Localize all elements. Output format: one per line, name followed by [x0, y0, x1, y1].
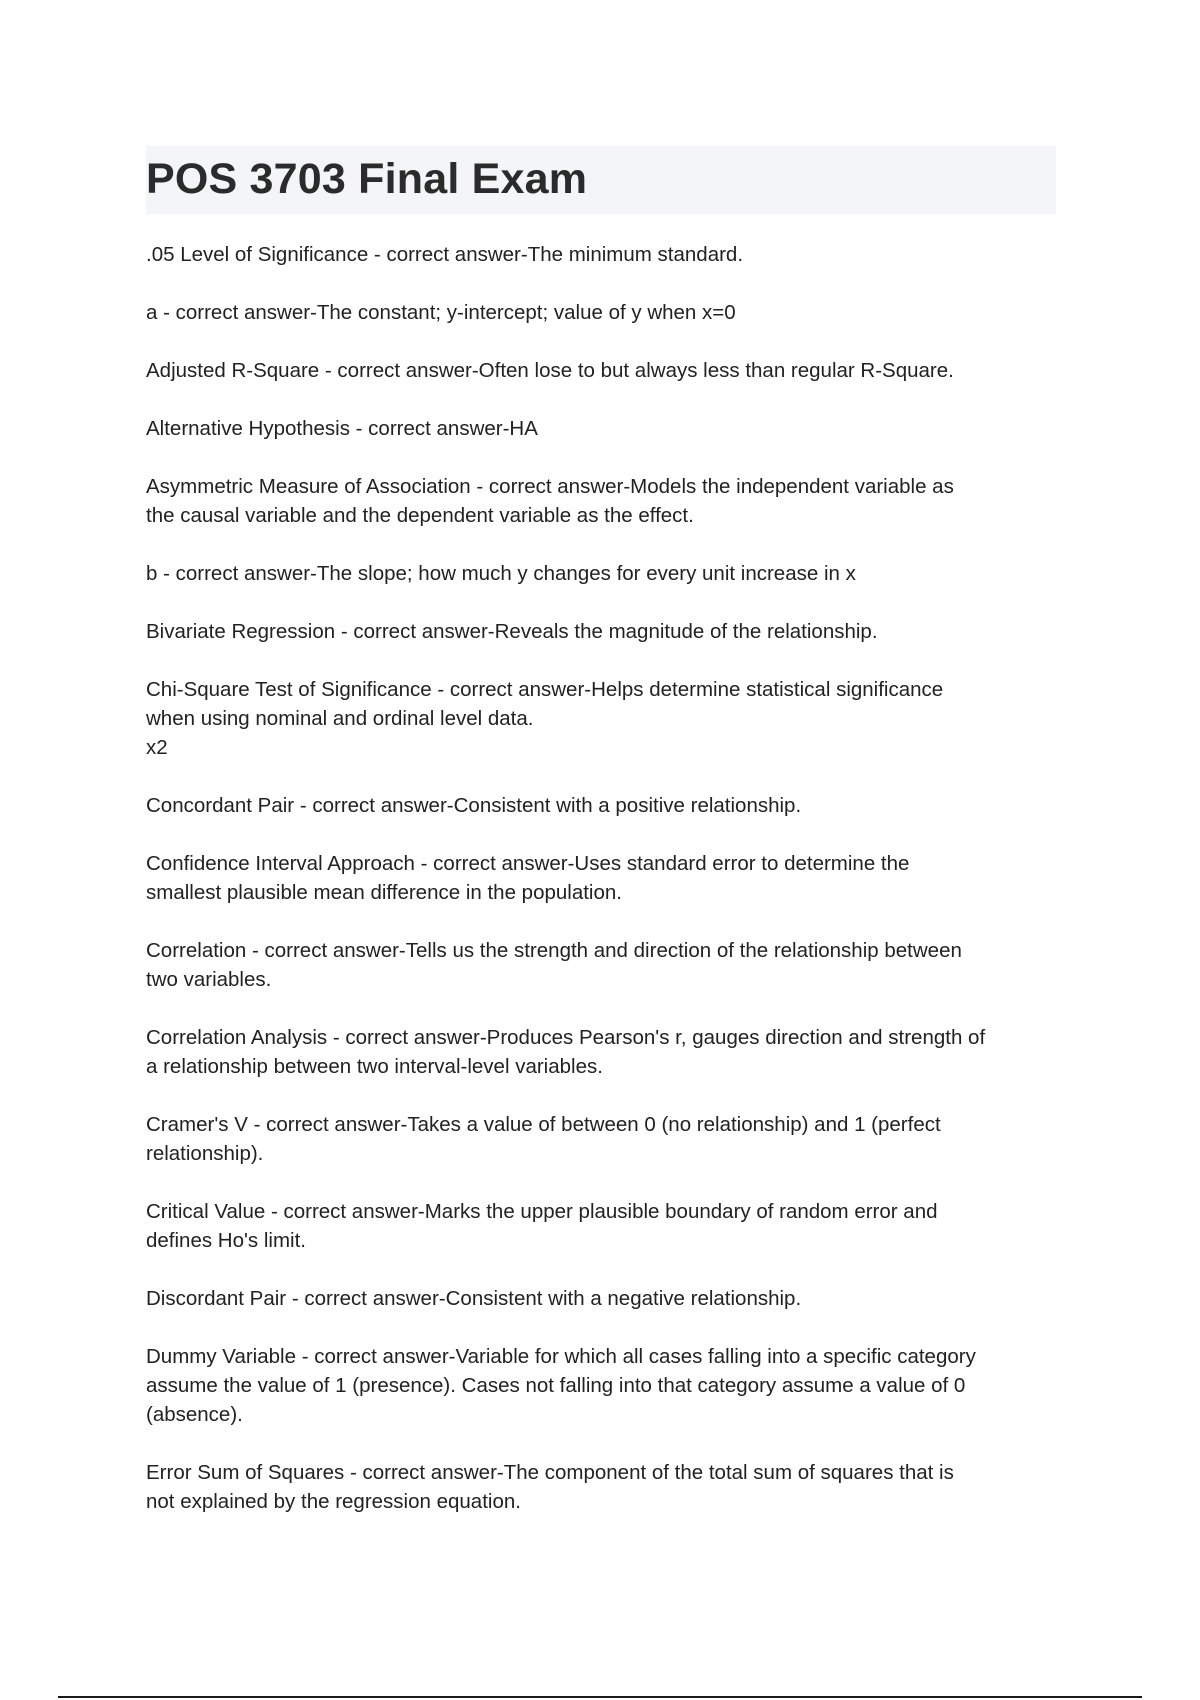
flashcard-entry: a - correct answer-The constant; y-intercept; value of y when x=0 [146, 301, 736, 324]
flashcard-entry: Cramer's V - correct answer-Takes a value of between 0 (no relationship) and 1 (perfect relationship). [146, 1113, 941, 1165]
flashcard-entry: Correlation - correct answer-Tells us the strength and direction of the relationship between two variables. [146, 939, 962, 991]
flashcard-entry: Bivariate Regression - correct answer-Reveals the magnitude of the relationship. [146, 620, 878, 643]
title-banner [146, 146, 1056, 214]
flashcard-entry: b - correct answer-The slope; how much y changes for every unit increase in x [146, 562, 856, 585]
flashcard-entry: Asymmetric Measure of Association - correct answer-Models the independent variable as the causal variable and the dependent variable as the effect. [146, 475, 954, 527]
flashcard-entry: .05 Level of Significance - correct answer-The minimum standard. [146, 243, 744, 266]
page-title: POS 3703 Final Exam [146, 155, 588, 203]
flashcard-entry: Confidence Interval Approach - correct answer-Uses standard error to determine the smallest plausible mean difference in the population. [146, 852, 910, 904]
flashcard-entry: Adjusted R-Square - correct answer-Often lose to but always less than regular R-Square. [146, 359, 954, 382]
flashcard-list [146, 240, 1061, 1545]
flashcard-entry: Alternative Hypothesis - correct answer-HA [146, 417, 538, 440]
footer-divider [58, 1696, 1142, 1698]
flashcard-entry: Error Sum of Squares - correct answer-The component of the total sum of squares that is not explained by the regression equation. [146, 1461, 954, 1513]
flashcard-entry: Correlation Analysis - correct answer-Produces Pearson's r, gauges direction and strength of a relationship between two interval-level variables. [146, 1026, 986, 1078]
flashcard-entry: Chi-Square Test of Significance - correct answer-Helps determine statistical significance when using nominal and ordinal level data. x2 [146, 678, 944, 759]
flashcard-entry: Concordant Pair - correct answer-Consistent with a positive relationship. [146, 794, 802, 817]
flashcard-entry: Critical Value - correct answer-Marks the upper plausible boundary of random error and defines Ho's limit. [146, 1200, 938, 1252]
flashcard-entry: Discordant Pair - correct answer-Consistent with a negative relationship. [146, 1287, 802, 1310]
flashcard-entry: Dummy Variable - correct answer-Variable for which all cases falling into a specific category assume the value of 1 (presence). Cases not falling into that category assume a value of 0 (absence). [146, 1345, 976, 1426]
